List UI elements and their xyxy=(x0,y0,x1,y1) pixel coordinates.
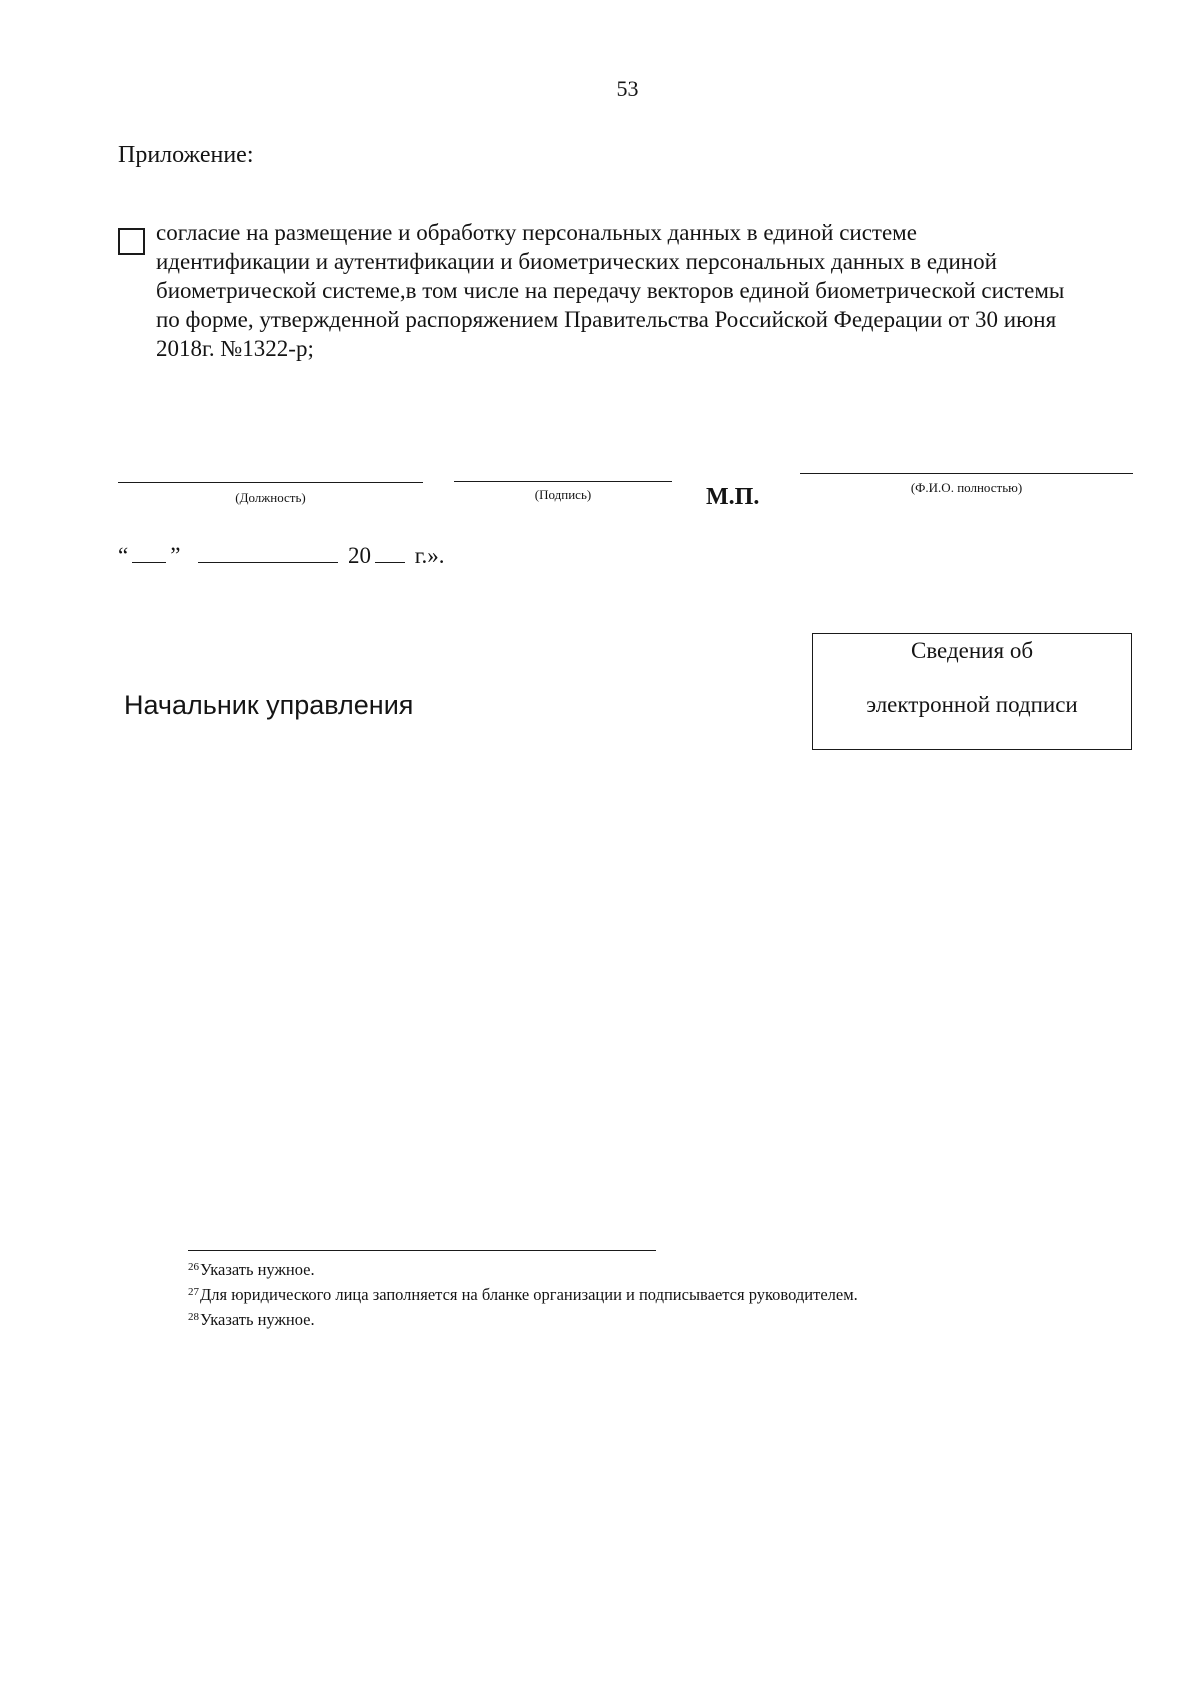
day-blank xyxy=(132,540,166,563)
footnote xyxy=(188,1256,858,1281)
signature-line xyxy=(454,481,672,482)
footnote xyxy=(188,1281,858,1306)
consent-line: согласие на размещение и обработку персональных данных в единой системе xyxy=(156,220,917,245)
consent-line: 2018г. №1322-р; xyxy=(156,336,314,361)
footnote-rule xyxy=(188,1250,656,1251)
consent-line: идентификации и аутентификации и биометрических персональных данных в единой xyxy=(156,249,997,274)
esignature-line-1: Сведения об xyxy=(910,638,1034,663)
date-suffix: г.». xyxy=(414,543,445,568)
footnote-number: 26 xyxy=(188,1261,199,1273)
consent-line: по форме, утвержденной распоряжением Правительства Российской Федерации от 30 июня xyxy=(156,307,1057,332)
date-open-quote: “ xyxy=(118,543,129,568)
esignature-line-2: электронной подписи xyxy=(866,692,1078,717)
footnote xyxy=(188,1306,858,1331)
year-blank xyxy=(375,540,405,563)
signature-caption: (Подпись) xyxy=(534,487,592,502)
position-line xyxy=(118,482,423,483)
full-name-caption: (Ф.И.О. полностью) xyxy=(910,480,1023,495)
footnote-number: 28 xyxy=(188,1311,199,1323)
date-close-quote: ” xyxy=(170,543,181,568)
stamp-mark: М.П. xyxy=(706,484,760,510)
year-prefix: 20 xyxy=(347,543,371,568)
footnote-text: Указать нужное. xyxy=(200,1260,315,1279)
page-number: 53 xyxy=(616,76,639,101)
consent-text xyxy=(156,218,1131,363)
head-title: Начальник управления xyxy=(124,690,414,720)
full-name-line xyxy=(800,473,1133,474)
consent-checkbox[interactable] xyxy=(118,228,145,255)
consent-line: биометрической системе,в том числе на передачу векторов единой биометрической системы xyxy=(156,278,1065,303)
footnotes xyxy=(188,1256,858,1331)
footnote-text: Для юридического лица заполняется на бланке организации и подписывается руководителем. xyxy=(200,1285,858,1304)
position-caption: (Должность) xyxy=(235,490,306,505)
footnote-text: Указать нужное. xyxy=(200,1310,315,1329)
date-row xyxy=(118,540,445,569)
month-blank xyxy=(198,540,338,563)
esignature-box xyxy=(812,633,1132,750)
footnote-number: 27 xyxy=(188,1286,199,1298)
appendix-heading: Приложение: xyxy=(118,142,254,168)
